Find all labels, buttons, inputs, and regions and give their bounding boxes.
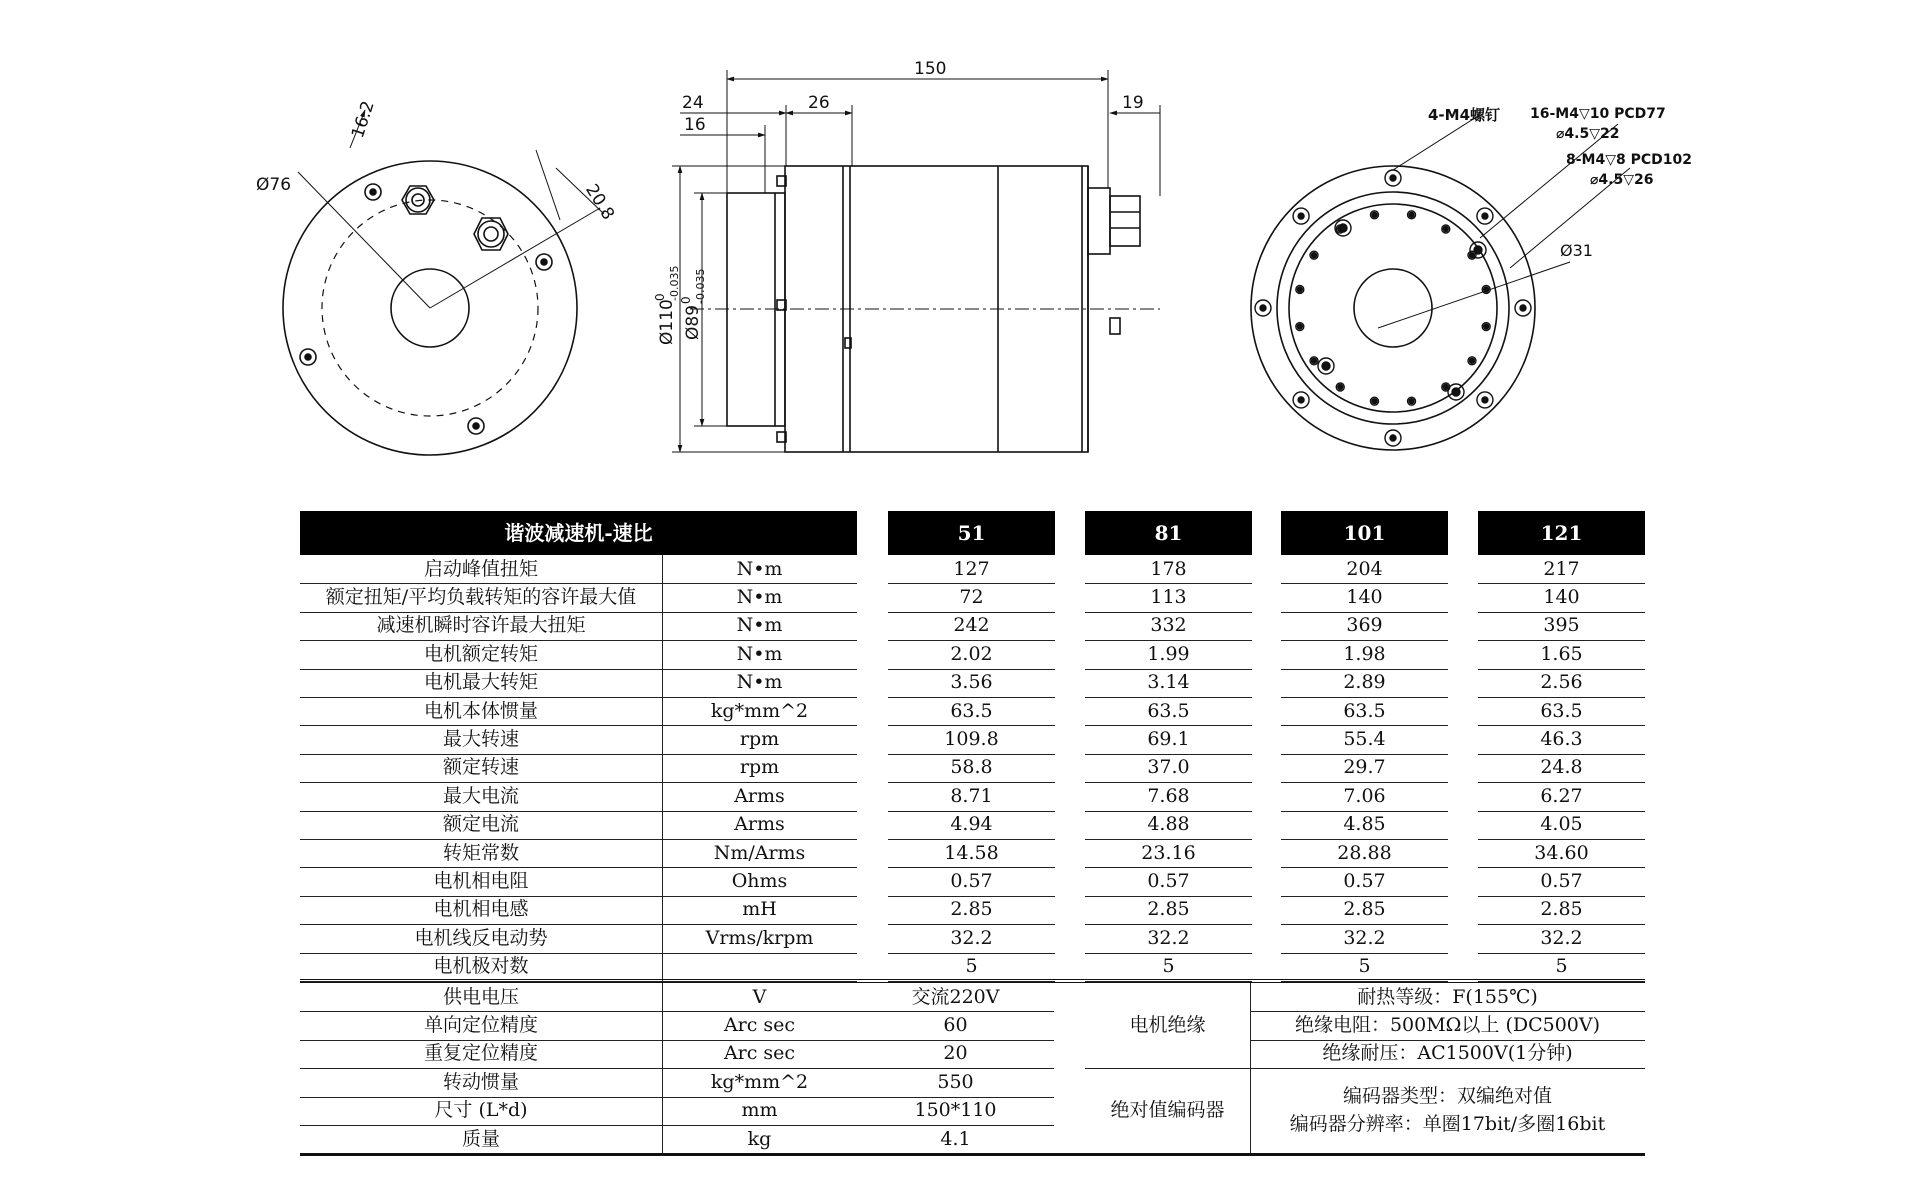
ratio-81-header: 81 [1085,511,1252,555]
param-value: 113 [1150,586,1187,609]
param-value: 1.98 [1343,642,1386,665]
rear-holes-a-label: 16-M4▽10 PCD77 [1530,106,1666,122]
param-value: 5 [1162,955,1175,978]
param-value: 5 [965,955,978,978]
param-value: 395 [1543,614,1580,637]
dim-20-8-label: 20.8 [581,180,619,224]
param-value: 32.2 [1540,926,1583,949]
lower-param-unit: kg*mm^2 [710,1070,809,1093]
param-unit: N•m [736,614,783,637]
param-name: 启动峰值扭矩 [423,557,538,580]
param-name: 最大电流 [442,784,519,807]
encoder-item: 编码器分辨率：单圈17bit/多圈16bit [1289,1113,1606,1136]
dim-150-label: 150 [914,59,947,79]
param-value: 37.0 [1147,756,1190,779]
param-value: 14.58 [944,841,999,864]
param-value: 2.85 [950,898,993,921]
table-bottom-rule [300,1153,1645,1156]
param-value: 29.7 [1343,756,1386,779]
lower-param-unit: Arc sec [723,1014,796,1037]
pcd77-hole [1482,323,1490,331]
lower-param-name: 供电电压 [442,985,519,1008]
param-name: 电机极对数 [433,955,529,978]
column-divider [662,983,663,1153]
dim-110-label [653,266,681,345]
svg-text:-0.035: -0.035 [694,268,707,304]
param-unit: Vrms/krpm [705,926,814,949]
pcd102-hole [1293,392,1309,408]
encoder-label: 绝对值编码器 [1110,1099,1225,1122]
rear-holes-a-sub: ⌀4.5▽22 [1556,126,1620,142]
lower-param-unit: kg [747,1127,772,1150]
rear-holes-b-sub: ⌀4.5▽26 [1590,172,1654,188]
cable-gland [402,186,434,214]
rear-holes-b-label: 8-M4▽8 PCD102 [1566,152,1692,168]
rear-screws-label: 4-M4螺钉 [1428,106,1501,124]
param-value: 178 [1150,557,1187,580]
param-unit [662,953,857,981]
param-value: 140 [1346,586,1383,609]
param-unit: Nm/Arms [713,841,806,864]
param-name: 最大转速 [442,728,519,751]
param-name: 减速机瞬时容许最大扭矩 [376,614,586,637]
param-value: 63.5 [950,699,993,722]
param-name: 额定扭矩/平均负载转矩的容许最大值 [325,586,637,609]
pcd77-hole [1336,383,1344,391]
param-value: 32.2 [1147,926,1190,949]
dim-19-label: 19 [1122,93,1144,113]
insulation-item: 绝缘耐压：AC1500V(1分钟) [1322,1042,1573,1065]
lower-param-value: 60 [943,1014,968,1037]
lower-param-value: 4.1 [940,1127,971,1150]
pcd102-hole [1293,208,1309,224]
pcd102-hole [1385,170,1401,186]
ratio-121-header: 121 [1478,511,1645,555]
param-value: 34.60 [1534,841,1589,864]
m4-screw-hole [1470,242,1486,258]
lower-param-name: 转动惯量 [442,1070,519,1093]
pcd102-hole [1385,430,1401,446]
param-name: 额定电流 [442,813,519,836]
param-value: 369 [1346,614,1383,637]
pcd77-hole [1296,285,1304,293]
param-value: 63.5 [1540,699,1583,722]
param-unit: N•m [736,642,783,665]
lower-param-value: 交流220V [911,985,1000,1008]
lower-param-name: 尺寸 (L*d) [434,1099,528,1122]
pcd77-hole [1408,211,1416,219]
svg-text:Ø89: Ø89 [683,304,703,340]
param-value: 140 [1543,586,1580,609]
param-unit: Arms [734,784,785,807]
dim-24-label: 24 [682,93,704,113]
param-value: 204 [1346,557,1383,580]
param-unit: mH [742,898,777,921]
param-value: 4.85 [1343,813,1386,836]
param-unit: rpm [739,756,780,779]
param-value: 1.99 [1147,642,1190,665]
lower-param-value: 550 [937,1070,974,1093]
param-value: 2.02 [950,642,993,665]
param-unit: rpm [739,728,780,751]
param-value: 32.2 [1343,926,1386,949]
param-value: 0.57 [950,870,993,893]
param-value: 7.06 [1343,784,1386,807]
pcd77-hole [1296,323,1304,331]
insulation-item: 耐热等级：F(155℃) [1357,985,1538,1008]
pcd102-hole [1477,392,1493,408]
pcd77-hole [1482,285,1490,293]
front-bolt-hole [536,254,552,270]
ratio-header: 谐波减速机-速比 [300,511,857,555]
param-unit: N•m [736,671,783,694]
param-unit: kg*mm^2 [710,699,809,722]
param-value: 0.57 [1343,870,1386,893]
param-value: 2.56 [1540,671,1583,694]
param-value: 109.8 [944,728,999,751]
pcd77-hole [1468,357,1476,365]
param-unit: Arms [734,813,785,836]
lower-param-name: 单向定位精度 [423,1014,538,1037]
param-value: 217 [1543,557,1580,580]
rear-holes [1255,170,1531,446]
ratio-51-header: 51 [888,511,1055,555]
lower-param-value: 150*110 [914,1099,997,1122]
param-value: 4.94 [950,813,993,836]
param-unit: Ohms [731,870,788,893]
dim-16-label: 16 [684,115,706,135]
param-value: 3.14 [1147,671,1190,694]
param-value: 5 [1358,955,1371,978]
param-name: 电机最大转矩 [423,671,538,694]
param-value: 32.2 [950,926,993,949]
param-name: 额定转速 [442,756,519,779]
dim-26-label: 26 [808,93,830,113]
param-name: 电机线反电动势 [414,926,548,949]
param-value: 127 [953,557,990,580]
cable-gland [474,218,508,250]
param-value: 7.68 [1147,784,1190,807]
param-value: 3.56 [950,671,993,694]
param-value: 2.85 [1147,898,1190,921]
param-value: 58.8 [950,756,993,779]
param-value: 8.71 [950,784,993,807]
pcd77-hole [1408,397,1416,405]
param-value: 0.57 [1540,870,1583,893]
encoder-item: 编码器类型：双编绝对值 [1342,1084,1552,1107]
param-value: 5 [1555,955,1568,978]
param-value: 6.27 [1540,784,1583,807]
svg-text:Ø110: Ø110 [657,299,677,345]
front-bolt-hole [300,349,316,365]
pcd77-hole [1370,211,1378,219]
param-value: 72 [959,586,984,609]
insulation-label: 电机绝缘 [1129,1014,1206,1037]
param-name: 电机额定转矩 [423,642,538,665]
lower-param-name: 重复定位精度 [423,1042,538,1065]
param-value: 69.1 [1147,728,1190,751]
dim-16-2-label: 16.2 [348,98,379,141]
param-name: 转矩常数 [442,841,519,864]
dim-31-label: Ø31 [1560,241,1593,260]
param-value: 4.05 [1540,813,1583,836]
pcd77-hole [1370,397,1378,405]
param-unit: N•m [736,557,783,580]
param-value: 2.85 [1343,898,1386,921]
param-name: 电机相电阻 [433,870,529,893]
pcd77-hole [1310,357,1318,365]
m4-screw-hole [1448,384,1464,400]
param-value: 1.65 [1540,642,1583,665]
side-view [672,70,1160,452]
column-divider [662,555,663,981]
param-value: 23.16 [1141,841,1196,864]
param-value: 4.88 [1147,813,1190,836]
dim-76-label: Ø76 [256,175,292,195]
m4-screw-hole [1318,358,1334,374]
pcd77-hole [1442,225,1450,233]
lower-param-unit: V [752,985,767,1008]
param-value: 0.57 [1147,870,1190,893]
param-name: 电机相电感 [433,898,529,921]
svg-text:0: 0 [679,296,693,304]
insulation-item: 绝缘电阻：500MΩ以上 (DC500V) [1294,1014,1601,1037]
pcd102-hole [1477,208,1493,224]
param-value: 332 [1150,614,1187,637]
front-bolt-hole [365,184,381,200]
pcd102-hole [1255,300,1271,316]
param-value: 55.4 [1343,728,1386,751]
lower-param-name: 质量 [461,1127,500,1150]
pcd102-hole [1515,300,1531,316]
param-value: 46.3 [1540,728,1583,751]
svg-text:-0.035: -0.035 [668,265,681,301]
param-value: 2.85 [1540,898,1583,921]
front-bolt-hole [468,418,484,434]
param-value: 28.88 [1337,841,1392,864]
param-value: 2.89 [1343,671,1386,694]
technical-drawings [0,0,1920,470]
param-value: 242 [953,614,990,637]
pcd77-hole [1310,251,1318,259]
ratio-101-header: 101 [1281,511,1448,555]
param-value: 24.8 [1540,756,1583,779]
param-value: 63.5 [1147,699,1190,722]
front-view [283,110,604,455]
lower-param-unit: mm [741,1099,778,1122]
lower-param-unit: Arc sec [723,1042,796,1065]
svg-text:0: 0 [653,293,667,301]
dim-89-label [679,269,707,340]
param-value: 63.5 [1343,699,1386,722]
lower-param-value: 20 [943,1042,968,1065]
param-name: 电机本体惯量 [423,699,538,722]
param-unit: N•m [736,586,783,609]
